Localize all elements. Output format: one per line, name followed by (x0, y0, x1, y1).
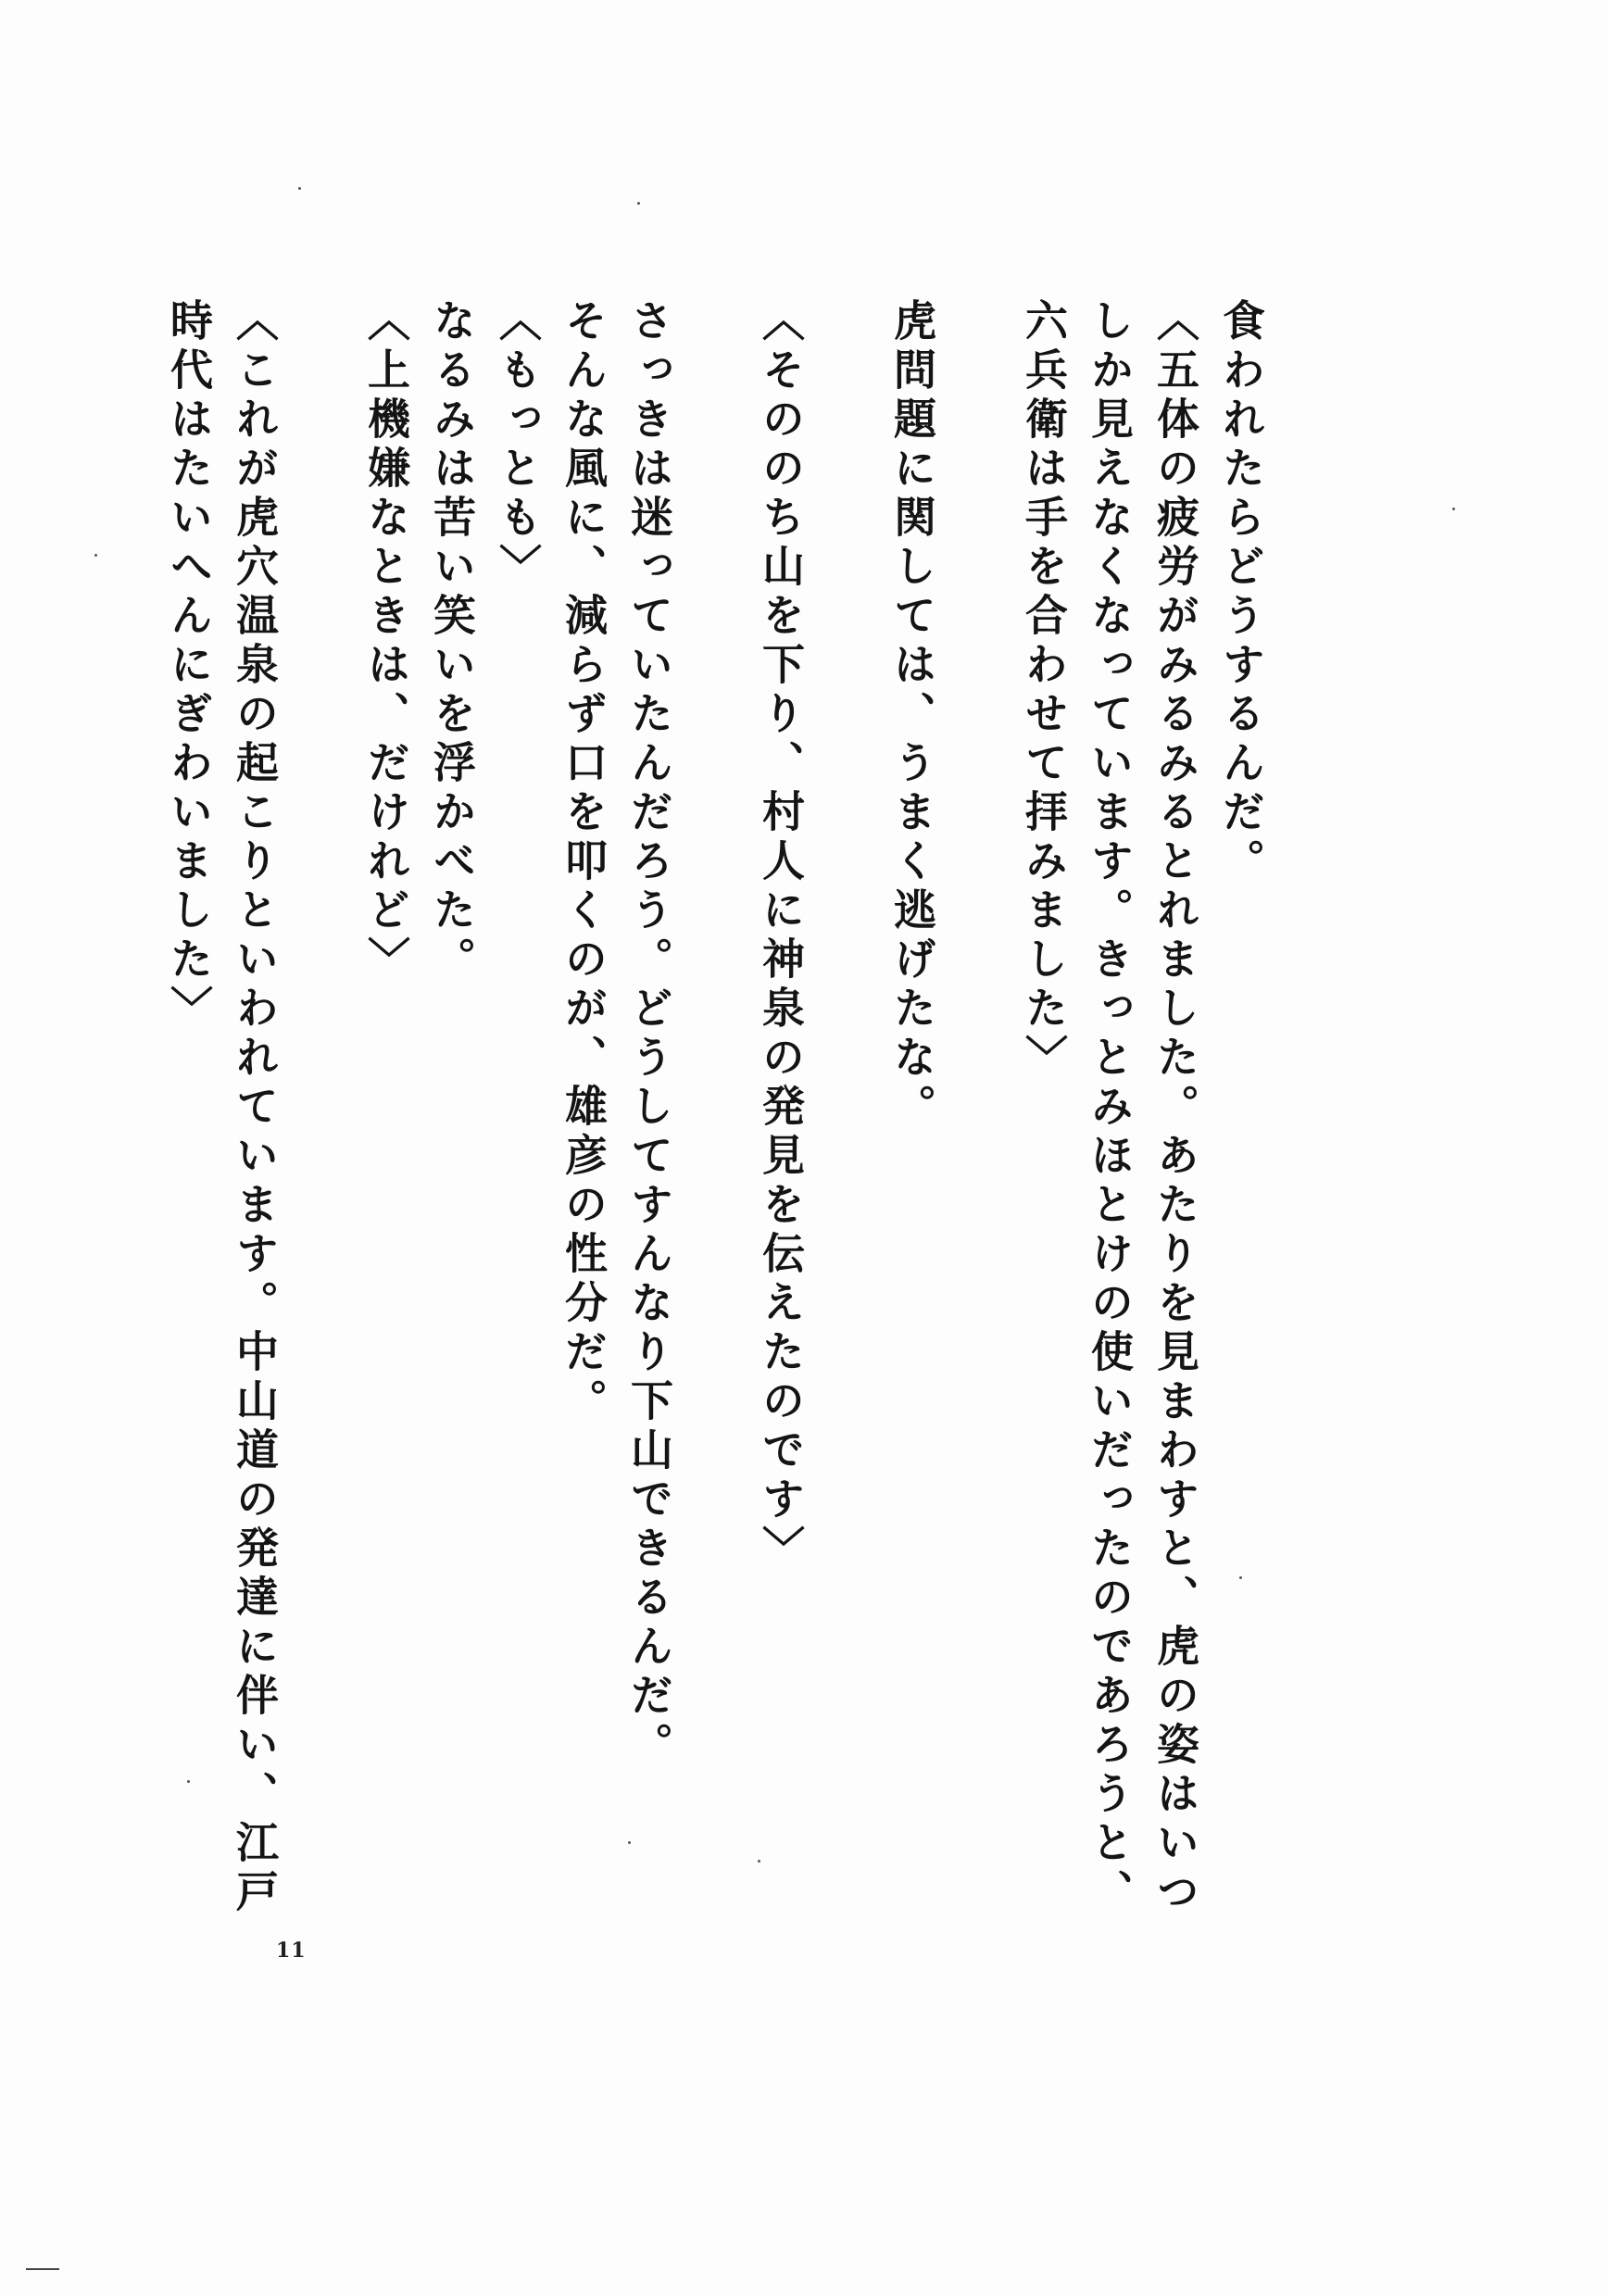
scan-speck (94, 554, 97, 557)
paragraph: 〈五体の疲労がみるみるとれました。あたりを見まわすと、虎の姿はいつしか見えなくなっています。きっとみほとけの使いだったのであろうと、六兵衛は手を合わせて拝みました〉 (1019, 298, 1200, 1918)
scan-speck (187, 1780, 190, 1783)
scan-speck (758, 1860, 760, 1863)
blank-line (945, 298, 1011, 1928)
scan-speck (298, 187, 301, 190)
scan-speck (1452, 508, 1455, 510)
paragraph: 〈そののち山を下り、村人に神泉の発見を伝えたのです〉 (756, 298, 806, 1575)
paragraph: 〈上機嫌なときは、だけれど〉 (361, 298, 411, 985)
scan-mark (26, 2268, 59, 2270)
paragraph: 〈もっとも〉 (493, 298, 543, 593)
vertical-text-body (156, 298, 1274, 1928)
paragraph: 虎問題に関しては、うまく逃げたな。 (887, 298, 937, 1133)
paragraph: さっきは迷っていたんだろう。どうしてすんなり下山できるんだ。 (624, 298, 674, 1771)
paragraph: なるみは苦い笑いを浮かべた。 (427, 298, 477, 985)
paragraph: 〈これが虎穴温泉の起こりといわれています。中山道の発達に伴い、江戸時代はたいへんにぎわいました〉 (164, 298, 280, 1918)
scan-speck (1239, 1576, 1242, 1579)
blank-line (287, 298, 353, 1928)
paragraph: 食われたらどうするんだ。 (1216, 298, 1266, 887)
blank-line (813, 298, 879, 1928)
blank-line (682, 298, 747, 1928)
page-number: 11 (276, 1938, 307, 1963)
paragraph: そんな風に、減らず口を叩くのが、雄彦の性分だ。 (559, 298, 609, 1427)
scan-speck (628, 1841, 631, 1844)
scan-speck (637, 202, 640, 205)
